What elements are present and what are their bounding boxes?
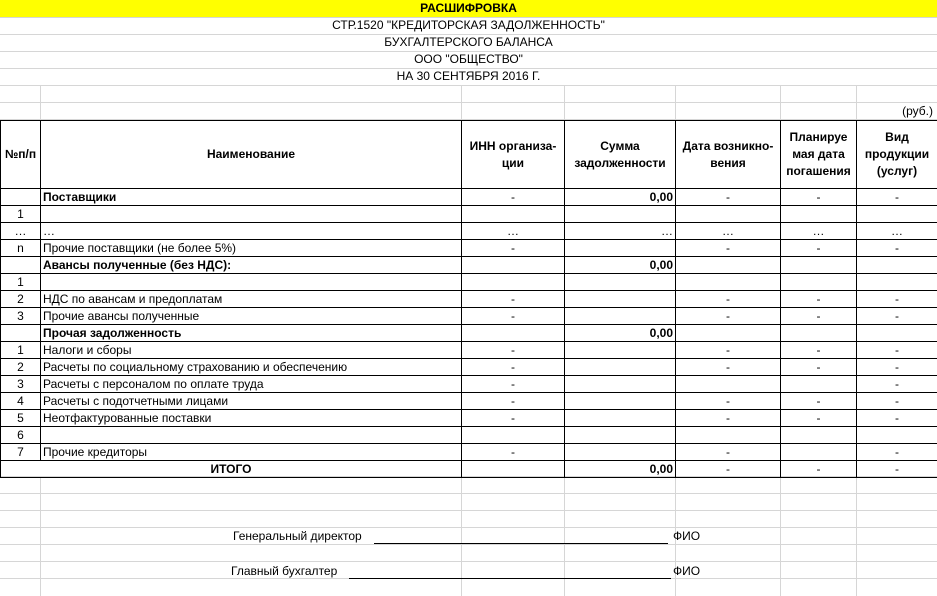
row-plan-date[interactable] bbox=[781, 325, 857, 342]
row-name[interactable]: … bbox=[41, 223, 462, 240]
row-kind[interactable]: - bbox=[857, 342, 937, 359]
director-fio: ФИО bbox=[673, 529, 701, 543]
row-num[interactable] bbox=[1, 257, 41, 274]
row-kind[interactable] bbox=[857, 274, 937, 291]
row-name[interactable]: Поставщики bbox=[41, 189, 462, 206]
total-kind[interactable]: - bbox=[857, 461, 937, 478]
table-row bbox=[1, 427, 937, 444]
row-date[interactable] bbox=[676, 206, 781, 223]
report-date: НА 30 СЕНТЯБРЯ 2016 Г. bbox=[396, 69, 541, 83]
row-plan-date[interactable] bbox=[781, 274, 857, 291]
row-name[interactable] bbox=[41, 206, 462, 223]
row-name[interactable] bbox=[41, 274, 462, 291]
report-title: РАСШИФРОВКА bbox=[420, 1, 517, 15]
row-inn[interactable]: - bbox=[462, 240, 565, 257]
row-inn[interactable] bbox=[462, 274, 565, 291]
gridline-h bbox=[0, 510, 937, 511]
row-plan-date[interactable]: - bbox=[781, 393, 857, 410]
row-sum[interactable] bbox=[565, 359, 676, 376]
row-plan-date[interactable] bbox=[781, 444, 857, 461]
table-header-row bbox=[1, 121, 937, 189]
table-row bbox=[1, 376, 937, 393]
total-inn[interactable] bbox=[462, 461, 565, 478]
row-sum[interactable] bbox=[565, 376, 676, 393]
row-kind[interactable] bbox=[857, 206, 937, 223]
table-row bbox=[1, 257, 937, 274]
table-row bbox=[1, 342, 937, 359]
gridline-h bbox=[0, 493, 937, 494]
director-signature-line bbox=[374, 543, 668, 544]
gridline-v bbox=[780, 476, 781, 596]
row-name[interactable]: Неотфактурованные поставки bbox=[41, 410, 462, 427]
row-kind[interactable]: - bbox=[857, 240, 937, 257]
row-inn[interactable]: - bbox=[462, 342, 565, 359]
row-name[interactable]: Налоги и сборы bbox=[41, 342, 462, 359]
row-inn[interactable]: - bbox=[462, 308, 565, 325]
col-header-kind: Вид продукции (услуг) bbox=[857, 121, 937, 189]
gridline-v bbox=[564, 85, 565, 120]
gridline-h bbox=[0, 527, 937, 528]
row-sum[interactable] bbox=[565, 206, 676, 223]
table-row bbox=[1, 189, 937, 206]
row-date[interactable]: … bbox=[676, 223, 781, 240]
total-sum[interactable]: 0,00 bbox=[565, 461, 676, 478]
total-plan-date[interactable]: - bbox=[781, 461, 857, 478]
row-plan-date[interactable] bbox=[781, 376, 857, 393]
row-date[interactable]: - bbox=[676, 410, 781, 427]
row-sum[interactable] bbox=[565, 342, 676, 359]
row-name[interactable]: Авансы полученные (без НДС): bbox=[41, 257, 462, 274]
row-kind[interactable]: … bbox=[857, 223, 937, 240]
gridline-v bbox=[40, 476, 41, 596]
row-name[interactable]: Расчеты с персоналом по оплате труда bbox=[41, 376, 462, 393]
col-header-sum: Сумма задолженности bbox=[565, 121, 676, 189]
row-name[interactable]: Прочие поставщики (не более 5%) bbox=[41, 240, 462, 257]
gridline-h bbox=[0, 102, 937, 103]
row-plan-date[interactable]: - bbox=[781, 189, 857, 206]
row-sum[interactable] bbox=[565, 410, 676, 427]
table-row bbox=[1, 359, 937, 376]
table-row bbox=[1, 444, 937, 461]
row-kind[interactable]: - bbox=[857, 189, 937, 206]
table-row bbox=[1, 410, 937, 427]
report-subtitle-line2: БУХГАЛТЕРСКОГО БАЛАНСА bbox=[384, 35, 553, 49]
row-inn[interactable] bbox=[462, 325, 565, 342]
row-date[interactable]: - bbox=[676, 189, 781, 206]
table-row bbox=[1, 308, 937, 325]
accountant-fio: ФИО bbox=[673, 564, 701, 578]
row-inn[interactable]: … bbox=[462, 223, 565, 240]
row-num[interactable]: 4 bbox=[1, 393, 41, 410]
row-plan-date[interactable]: … bbox=[781, 223, 857, 240]
row-plan-date[interactable]: - bbox=[781, 410, 857, 427]
row-plan-date[interactable]: - bbox=[781, 308, 857, 325]
table-row bbox=[1, 291, 937, 308]
gridline-v bbox=[780, 85, 781, 120]
row-num[interactable]: 1 bbox=[1, 206, 41, 223]
col-header-num: №п/п bbox=[1, 121, 41, 189]
row-sum[interactable] bbox=[565, 308, 676, 325]
col-header-plan-date: Планируе мая дата погашения bbox=[781, 121, 857, 189]
row-sum[interactable] bbox=[565, 444, 676, 461]
row-kind[interactable]: - bbox=[857, 376, 937, 393]
row-name[interactable]: Прочие кредиторы bbox=[41, 444, 462, 461]
row-date[interactable] bbox=[676, 274, 781, 291]
row-sum[interactable] bbox=[565, 240, 676, 257]
row-sum[interactable]: 0,00 bbox=[565, 257, 676, 274]
row-date[interactable] bbox=[676, 257, 781, 274]
director-label: Генеральный директор bbox=[233, 529, 362, 543]
row-kind[interactable]: - bbox=[857, 410, 937, 427]
row-plan-date[interactable]: - bbox=[781, 359, 857, 376]
row-inn[interactable]: - bbox=[462, 291, 565, 308]
row-name[interactable]: НДС по авансам и предоплатам bbox=[41, 291, 462, 308]
row-date[interactable] bbox=[676, 376, 781, 393]
row-num[interactable]: 5 bbox=[1, 410, 41, 427]
row-date[interactable] bbox=[676, 427, 781, 444]
row-sum[interactable] bbox=[565, 393, 676, 410]
row-inn[interactable]: - bbox=[462, 444, 565, 461]
row-inn[interactable]: - bbox=[462, 376, 565, 393]
row-date[interactable]: - bbox=[676, 240, 781, 257]
accountant-signature-line bbox=[349, 578, 671, 579]
row-kind[interactable]: - bbox=[857, 308, 937, 325]
row-date[interactable]: - bbox=[676, 359, 781, 376]
row-date[interactable] bbox=[676, 325, 781, 342]
company-name: ООО "ОБЩЕСТВО" bbox=[414, 52, 523, 66]
gridline-h bbox=[0, 561, 937, 562]
total-label: ИТОГО bbox=[1, 461, 462, 478]
row-inn[interactable] bbox=[462, 206, 565, 223]
row-num[interactable]: 1 bbox=[1, 274, 41, 291]
report-subtitle-line1: СТР.1520 "КРЕДИТОРСКАЯ ЗАДОЛЖЕННОСТЬ" bbox=[332, 18, 605, 32]
table-row bbox=[1, 393, 937, 410]
row-plan-date[interactable]: - bbox=[781, 240, 857, 257]
row-num[interactable]: … bbox=[1, 223, 41, 240]
row-num[interactable] bbox=[1, 189, 41, 206]
row-name[interactable]: Прочие авансы полученные bbox=[41, 308, 462, 325]
gridline-v bbox=[461, 85, 462, 120]
row-inn[interactable]: - bbox=[462, 359, 565, 376]
row-plan-date[interactable] bbox=[781, 206, 857, 223]
row-num[interactable]: 7 bbox=[1, 444, 41, 461]
row-date[interactable]: - bbox=[676, 308, 781, 325]
row-kind[interactable]: - bbox=[857, 393, 937, 410]
row-kind[interactable] bbox=[857, 325, 937, 342]
row-name[interactable]: Расчеты с подотчетными лицами bbox=[41, 393, 462, 410]
total-date[interactable]: - bbox=[676, 461, 781, 478]
row-inn[interactable]: - bbox=[462, 189, 565, 206]
gridline-v bbox=[856, 85, 857, 120]
row-num[interactable]: 3 bbox=[1, 308, 41, 325]
row-sum[interactable] bbox=[565, 274, 676, 291]
row-num[interactable]: 2 bbox=[1, 291, 41, 308]
row-date[interactable]: - bbox=[676, 393, 781, 410]
row-inn[interactable] bbox=[462, 427, 565, 444]
row-name[interactable] bbox=[41, 427, 462, 444]
row-sum[interactable]: 0,00 bbox=[565, 325, 676, 342]
col-header-inn: ИНН организа-ции bbox=[462, 121, 565, 189]
row-num[interactable]: 1 bbox=[1, 342, 41, 359]
row-num[interactable]: 2 bbox=[1, 359, 41, 376]
row-plan-date[interactable] bbox=[781, 257, 857, 274]
row-num[interactable]: 3 bbox=[1, 376, 41, 393]
gridline-v bbox=[856, 476, 857, 596]
table-row bbox=[1, 206, 937, 223]
col-header-name: Наименование bbox=[41, 121, 462, 189]
row-name[interactable]: Прочая задолженность bbox=[41, 325, 462, 342]
row-kind[interactable]: - bbox=[857, 359, 937, 376]
gridline-h bbox=[0, 544, 937, 545]
row-sum[interactable]: 0,00 bbox=[565, 189, 676, 206]
row-num[interactable]: 6 bbox=[1, 427, 41, 444]
currency-unit: (руб.) bbox=[902, 104, 933, 118]
row-kind[interactable]: - bbox=[857, 444, 937, 461]
row-sum[interactable]: … bbox=[565, 223, 676, 240]
row-kind[interactable] bbox=[857, 427, 937, 444]
gridline-v bbox=[675, 85, 676, 120]
row-name[interactable]: Расчеты по социальному страхованию и обеспечению bbox=[41, 359, 462, 376]
table-row bbox=[1, 240, 937, 257]
accountant-label: Главный бухгалтер bbox=[231, 564, 338, 578]
row-kind[interactable] bbox=[857, 257, 937, 274]
table-row bbox=[1, 223, 937, 240]
row-num[interactable] bbox=[1, 325, 41, 342]
creditor-table bbox=[0, 120, 937, 478]
gridline-h bbox=[0, 85, 937, 86]
table-row bbox=[1, 274, 937, 291]
row-inn[interactable]: - bbox=[462, 410, 565, 427]
gridline-v bbox=[40, 85, 41, 120]
col-header-date: Дата возникно-вения bbox=[676, 121, 781, 189]
row-plan-date[interactable] bbox=[781, 427, 857, 444]
row-date[interactable]: - bbox=[676, 444, 781, 461]
row-sum[interactable] bbox=[565, 291, 676, 308]
table-row bbox=[1, 325, 937, 342]
row-date[interactable]: - bbox=[676, 291, 781, 308]
row-plan-date[interactable]: - bbox=[781, 342, 857, 359]
row-kind[interactable]: - bbox=[857, 291, 937, 308]
row-num[interactable]: n bbox=[1, 240, 41, 257]
row-inn[interactable] bbox=[462, 257, 565, 274]
row-plan-date[interactable]: - bbox=[781, 291, 857, 308]
row-date[interactable]: - bbox=[676, 342, 781, 359]
total-row bbox=[1, 461, 937, 478]
row-sum[interactable] bbox=[565, 427, 676, 444]
row-inn[interactable]: - bbox=[462, 393, 565, 410]
